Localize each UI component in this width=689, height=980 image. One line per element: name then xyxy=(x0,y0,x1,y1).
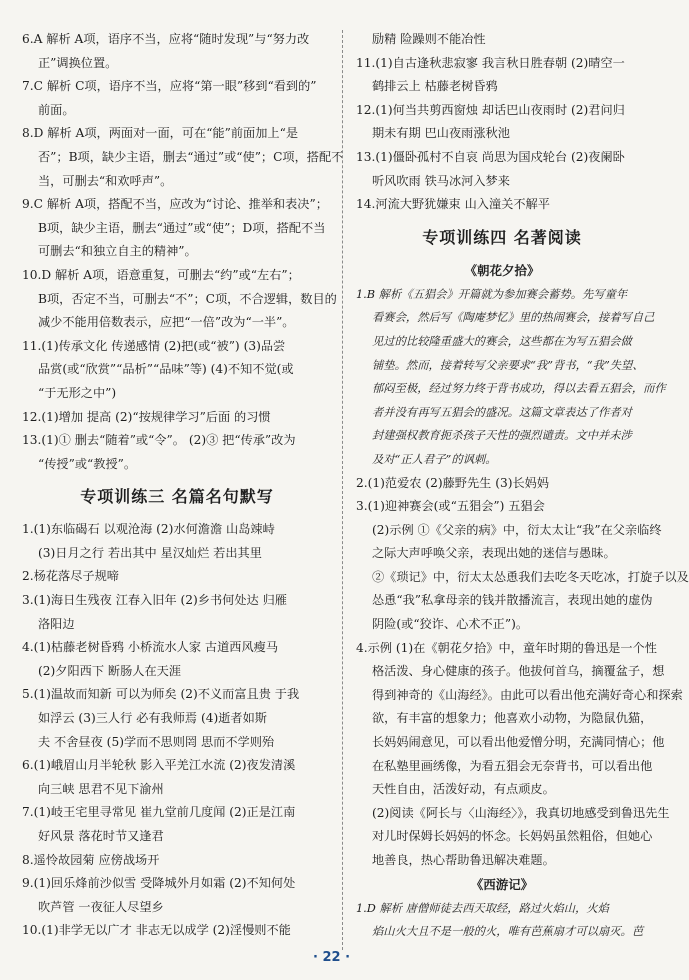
answer-line: 减少不能用倍数表示，应把“一倍”改为“一半”。 xyxy=(38,315,295,330)
answer-line: 对儿时保姆长妈妈的怀念。长妈妈虽然粗俗，但她心 xyxy=(372,829,653,844)
answer-line: 2.(1)范爱农 (2)藤野先生 (3)长妈妈 xyxy=(356,475,550,490)
answer-line: “传授”或“教授”。 xyxy=(38,456,137,471)
answer-line: 3.(1)海日生残夜 江春入旧年 (2)乡书何处达 归雁 xyxy=(22,593,287,608)
answer-line: 9.C 解析 A项，搭配不当，应改为“讨论、推举和表决”； xyxy=(22,197,328,212)
answer-line: 4.示例 (1)在《朝花夕拾》中，童年时期的鲁迅是一个性 xyxy=(356,640,657,655)
answer-line: 3.(1)迎神赛会(或“五猖会”) 五猖会 xyxy=(356,499,545,514)
answer-line: 封建强权教育扼杀孩子天性的强烈谴责。文中并未涉 xyxy=(372,429,632,443)
answer-line: 听风吹雨 铁马冰河入梦来 xyxy=(372,173,510,188)
answer-line: 怂恿“我”私拿母亲的钱并散播流言，表现出她的虚伪 xyxy=(372,593,653,608)
answer-line: 可删去“和独立自主的精神”。 xyxy=(38,244,197,259)
answer-line: 之际大声呼唤父亲，表现出她的迷信与愚昧。 xyxy=(372,546,616,561)
answer-line: (2)阅读《阿长与〈山海经〉》，我真切地感受到鲁迅先生 xyxy=(372,805,670,820)
answer-line: 2.杨花落尽子规啼 xyxy=(22,569,119,584)
answer-line: 7.(1)岐王宅里寻常见 崔九堂前几度闻 (2)正是江南 xyxy=(22,805,296,820)
column-divider xyxy=(342,30,343,950)
answer-line: 5.(1)温故而知新 可以为师矣 (2)不义而富且贵 于我 xyxy=(22,687,300,702)
answer-line: 12.(1)增加 提高 (2)“按规律学习”后面 的习惯 xyxy=(22,409,271,424)
answer-line: 11.(1)自古逢秋悲寂寥 我言秋日胜春朝 (2)晴空一 xyxy=(356,55,625,70)
answer-line: 品赏(或“欣赏”“品析”“品味”等) (4)不知不觉(或 xyxy=(38,362,294,377)
page-number: · 22 · xyxy=(312,950,351,965)
answer-line: 14.河流大野犹嫌束 山入潼关不解平 xyxy=(356,197,550,212)
answer-line: 6.(1)峨眉山月半轮秋 影入平羌江水流 (2)夜发清溪 xyxy=(22,758,296,773)
answer-line: (2)夕阳西下 断肠人在天涯 xyxy=(38,663,182,678)
answer-line: 见过的比较隆重盛大的赛会，这些都在为写五猖会做 xyxy=(372,334,632,348)
answer-line: 者并没有再写五猖会的盛况。这篇文章表达了作者对 xyxy=(372,405,632,419)
answer-line: 7.C 解析 C项，语序不当，应将“第一眼”移到“看到的” xyxy=(22,79,317,94)
answer-line: 12.(1)何当共剪西窗烛 却话巴山夜雨时 (2)君问归 xyxy=(356,102,625,117)
answer-line: 格活泼、身心健康的孩子。他拔何首乌，摘覆盆子，想 xyxy=(372,664,665,679)
answer-line: 洛阳边 xyxy=(38,616,75,631)
answer-line: ②《琐记》中，衍太太怂恿我们去吃冬天吃冰，打旋子以及 xyxy=(372,569,689,584)
answer-line: 9.(1)回乐烽前沙似雪 受降城外月如霜 (2)不知何处 xyxy=(22,876,296,891)
answer-line: 前面。 xyxy=(38,102,75,117)
answer-line: 好风景 落花时节又逢君 xyxy=(38,829,164,843)
answer-line: 正”调换位置。 xyxy=(38,55,118,70)
answer-line: 欲，有丰富的想象力；他喜欢小动物，为隐鼠仇猫， xyxy=(372,711,653,726)
answer-line: 得到神奇的《山海经》。由此可以看出他充满好奇心和探索 xyxy=(372,687,683,702)
answer-line: 吹芦管 一夜征人尽望乡 xyxy=(38,899,164,914)
answer-line: 1.B 解析《五猖会》开篇就为参加赛会蓄势。先写童年 xyxy=(356,287,628,301)
answer-line: 如浮云 (3)三人行 必有我师焉 (4)逝者如斯 xyxy=(38,711,267,726)
answer-line: 10.D 解析 A项，语意重复，可删去“约”或“左右”； xyxy=(22,267,300,282)
section-heading: 专项训练三 名篇名句默写 xyxy=(80,487,274,507)
answer-line: 在私塾里画绣像，为看五猖会无奈背书，可以看出他 xyxy=(372,758,653,773)
answer-line: “于无形之中”) xyxy=(38,385,117,400)
answer-line: (3)日月之行 若出其中 星汉灿烂 若出其里 xyxy=(38,545,262,560)
answer-line: 8.遥怜故园菊 应傍战场开 xyxy=(22,852,160,867)
answer-line: B项，缺少主语，删去“通过”或“使”；D项，搭配不当 xyxy=(38,220,326,235)
answer-line: 1.D 解析 唐僧师徒去西天取经，路过火焰山，火焰 xyxy=(356,901,609,915)
answer-line: 13.(1)① 删去“随着”或“令”。 (2)③ 把“传承”改为 xyxy=(22,433,296,448)
book-title: 《西游记》 xyxy=(470,876,534,892)
answer-line: 6.A 解析 A项，语序不当，应将“随时发现”与“努力改 xyxy=(22,32,310,46)
answer-line: 4.(1)枯藤老树昏鸦 小桥流水人家 古道西风瘦马 xyxy=(22,640,279,655)
book-title: 《朝花夕拾》 xyxy=(464,262,540,278)
answer-line: 当，可删去“和欢呼声”。 xyxy=(38,173,173,188)
answer-line: 鹤排云上 枯藤老树昏鸦 xyxy=(372,79,498,94)
answer-line: 11.(1)传承文化 传递感情 (2)把(或“被”) (3)品尝 xyxy=(22,338,286,353)
answer-line: 阴险(或“狡诈、心术不正”)。 xyxy=(372,617,529,632)
answer-line: 13.(1)僵卧孤村不自哀 尚思为国戍轮台 (2)夜阑卧 xyxy=(356,149,625,164)
answer-line: 10.(1)非学无以广才 非志无以成学 (2)淫慢则不能 xyxy=(22,923,291,938)
answer-line: 长妈妈闹意见，可以看出他爱憎分明，充满同情心；他 xyxy=(372,735,665,750)
answer-line: 1.(1)东临碣石 以观沧海 (2)水何澹澹 山岛竦峙 xyxy=(22,522,275,537)
answer-line: 焰山火大且不是一般的火，唯有芭蕉扇才可以扇灭。芭 xyxy=(372,925,644,939)
answer-line: 铺垫。然而，接着转写父亲要求“我”背书，“我”失望、 xyxy=(372,358,644,372)
answer-line: (2)示例 ①《父亲的病》中，衍太太让“我”在父亲临终 xyxy=(372,522,662,537)
answer-line: 期未有期 巴山夜雨涨秋池 xyxy=(372,126,510,141)
answer-line: 励精 险躁则不能冶性 xyxy=(372,32,486,46)
answer-line: 8.D 解析 A项，两面对一面，可在“能”前面加上“是 xyxy=(22,126,299,141)
answer-line: 夫 不舍昼夜 (5)学而不思则罔 思而不学则殆 xyxy=(38,734,275,749)
answer-column-left xyxy=(22,28,344,943)
answer-line: B项，否定不当，可删去“不”；C项，不合逻辑，数目的 xyxy=(38,291,337,306)
answer-line: 否”；B项，缺少主语，删去“通过”或“使”；C项，搭配不 xyxy=(38,149,344,164)
answer-line: 天性自由，活泼好动，有点顽皮。 xyxy=(372,782,555,797)
answer-line: 郁闷至极，经过努力终于背书成功，得以去看五猖会，而作 xyxy=(372,382,666,396)
answer-line: 向三峡 思君不见下渝州 xyxy=(38,781,164,796)
answer-column-right xyxy=(356,28,689,944)
answer-line: 地善良，热心帮助鲁迅解决难题。 xyxy=(372,853,555,867)
section-heading: 专项训练四 名著阅读 xyxy=(422,227,582,247)
answer-line: 及对“正人君子”的讽刺。 xyxy=(372,452,497,466)
answer-line: 看赛会，然后写《陶庵梦忆》里的热闹赛会，接着写自己 xyxy=(372,311,655,325)
